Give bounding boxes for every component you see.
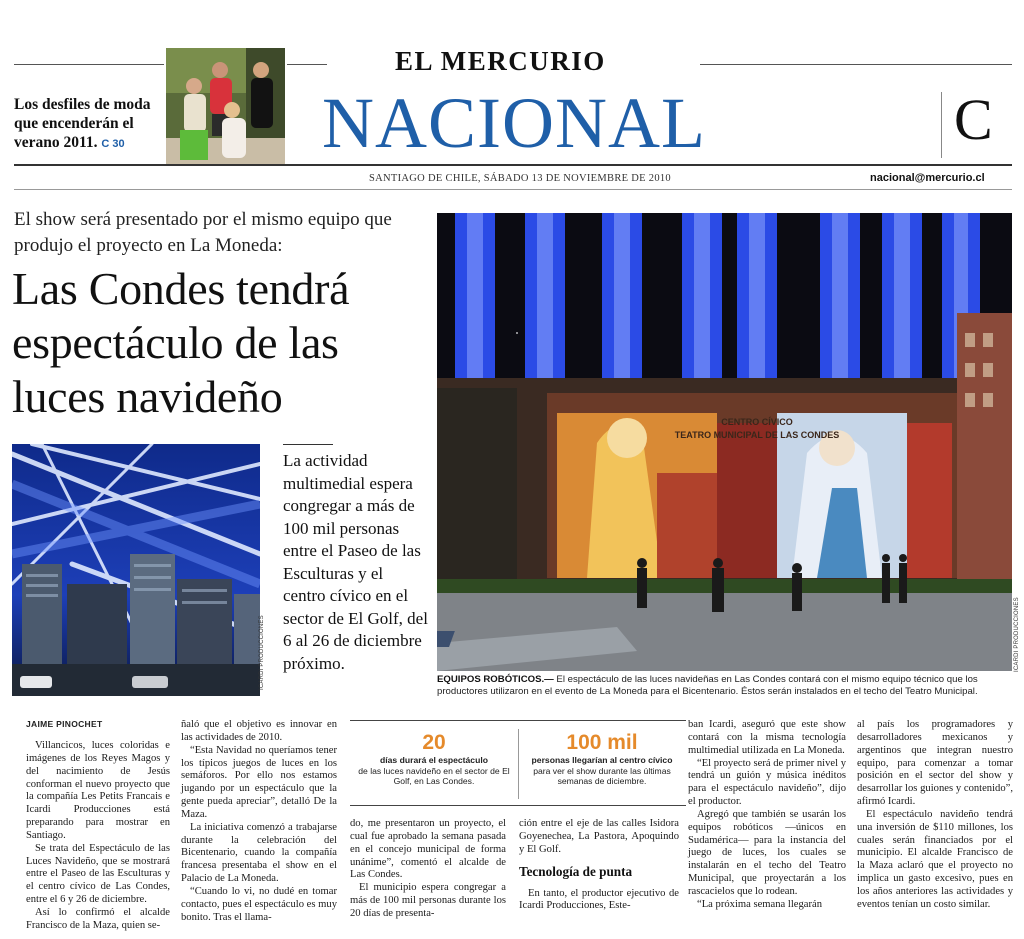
stat-days [350,721,518,787]
skyscraper-lights-photo[interactable] [12,444,260,696]
stat-visitors-number: 100 mil [566,731,638,754]
stat-days-number: 20 [422,731,446,754]
building-sign-line-1: CENTRO CÍVICO [721,417,793,427]
photo-credit-small: ICARDI PRODUCCIONES [259,615,265,690]
stat-days-label [350,755,518,787]
section-email-link[interactable]: nacional@mercurio.cl [870,172,985,184]
body-column-3 [350,818,506,921]
stat-visitors-label [518,755,686,787]
headline[interactable]: Las Condes tendrá espectáculo de las luces navideño [12,263,350,422]
teaser-page-ref: C 30 [101,138,125,150]
byline: JAIME PINOCHET [26,719,103,729]
masthead[interactable]: EL MERCURIO [395,46,606,76]
paragraph: ban Icardi, aseguró que este show contará con la misma tecnología multimedial utilizada en La Moneda. [688,719,846,756]
deck-rule [283,444,333,445]
paragraph: Villancicos, luces coloridas e imágenes de los Reyes Magos y del nacimiento de Jesús conforman el nuevo proyecto que la compañía Les Petits Francais e Icardi Producciones está preparando para mostrar en Santiago. [26,740,170,841]
paragraph: El municipio espera congregar a más de 100 mil personas durante los 20 días de presenta- [350,882,506,919]
paragraph: ñaló que el objetivo es innovar en las actividades de 2010. [181,719,337,743]
section-divider [941,92,942,158]
stat-days-label-bold: días durará el espectáculo [380,755,488,765]
paragraph: “La próxima semana llegarán [697,898,823,910]
header-rule-right [700,64,1012,65]
paragraph: ción entre el eje de las calles Isidora Goyenechea, La Pastora, Apoquindo y El Golf. [519,818,679,855]
deck: La actividad multimedial espera congregar a más de 100 mil personas entre el Paseo de las Esculturas y el centro cívico en el sector de El Golf, del 6 al 26 de diciembre próximo. [283,451,428,673]
teaser-label: Los desfiles de moda que encenderán el verano 2011. [14,96,151,151]
body-column-6 [857,719,1013,912]
paragraph: Así lo confirmó el alcalde Francisco de la Maza, quien se- [26,906,170,931]
paragraph: “El proyecto será de primer nivel y tendrá un guión y música inéditos para el espectáculo navideño”, dijo el productor. [688,757,846,808]
building-sign-line-2: TEATRO MUNICIPAL DE LAS CONDES [674,430,840,440]
body-column-4 [519,818,679,913]
paragraph: “Esta Navidad no queríamos tener los típicos juegos de luces en los semáforos. Por ello nos estamos jugando por un espectáculo que la gente pueda apreciar”, detalló De la Maza. [181,744,337,820]
paragraph: al país los programadores y desarrolladores mexicanos y argentinos que integran nuestro equipo, para comenzar a tomar posición en el sector del show y desarrollar los guiones y contenido”, afirmó Icardi. [857,719,1013,808]
subhead: Tecnología de punta [519,863,633,879]
dateline-rule [14,189,1012,190]
body-column-1 [26,740,170,933]
header-rule-mid [287,64,327,65]
teaser-photo[interactable] [166,48,285,164]
caption-lead: EQUIPOS ROBÓTICOS.— [437,674,554,685]
body-column-5 [688,719,846,912]
stat-visitors-label-bold: personas llegarían al centro cívico [531,755,673,765]
section-letter: C [954,87,993,152]
photo-credit-big: ICARDI PRODUCCIONES [1014,597,1020,672]
teaser-text[interactable] [14,95,164,154]
caption-text: El espectáculo de las luces navideñas en Las Condes contará con el mismo equipo técnico que los productores utilizaron en el evento de La Moneda para el Bicentenario. Éstos serán instalados en el techo del Teatro Municipal. [437,674,978,697]
theater-projection-photo[interactable] [437,213,1012,671]
kicker: El show será presentado por el mismo equipo que produjo el proyecto en La Moneda: [14,209,392,256]
paragraph: “Cuando lo vi, no dudé en tomar contacto, pues el espectáculo es muy bonito. Tras el llama- [181,885,337,923]
paragraph: En tanto, el productor ejecutivo de Icardi Producciones, Este- [519,887,679,912]
header-rule-left [14,64,164,65]
photo-caption [437,674,1015,698]
stats-box [350,720,686,806]
stat-visitors [518,721,686,787]
paragraph: Se trata del Espectáculo de las Luces Navideño, que se mostrará entre el Paseo de las Esculturas y el centro cívico de Las Condes, entre el 6 y 26 de diciembre. [26,842,170,906]
paragraph: El espectáculo navideño tendrá una inversión de $110 millones, los cuales serán financiados por el municipio. El alcalde Francisco de la Maza aclaró que el proyecto no implica un gasto excesivo, pues en los años anteriores las actividades y eventos tenían un costo similar. [857,808,1013,910]
stat-days-label-rest: de las luces navideño en el sector de El Golf, en Las Condes. [358,765,510,786]
section-title: NACIONAL [322,83,706,163]
dateline: SANTIAGO DE CHILE, SÁBADO 13 DE NOVIEMBRE DE 2010 [369,173,671,184]
paragraph: Agregó que también se usarán los equipos robóticos —únicos en Sudamérica— para la instancia del juego de luces, los cuales se instalarán en el techo del Teatro Municipal, que proyectarán a los rascacielos que lo rodean. [688,808,846,897]
body-column-2 [181,719,337,925]
paragraph: La iniciativa comenzó a trabajarse durante la celebración del Bicentenario, cuando la compañía francesa presentaba el show en el Palacio de La Moneda. [181,821,337,885]
header-rule-bottom [14,164,1012,166]
paragraph: do, me presentaron un proyecto, el cual fue aprobado la semana pasada en el concejo municipal de forma unánime”, comentó el alcalde de Las Condes. [350,818,506,881]
stat-visitors-label-rest: para ver el show durante las últimas semanas de diciembre. [533,765,671,786]
